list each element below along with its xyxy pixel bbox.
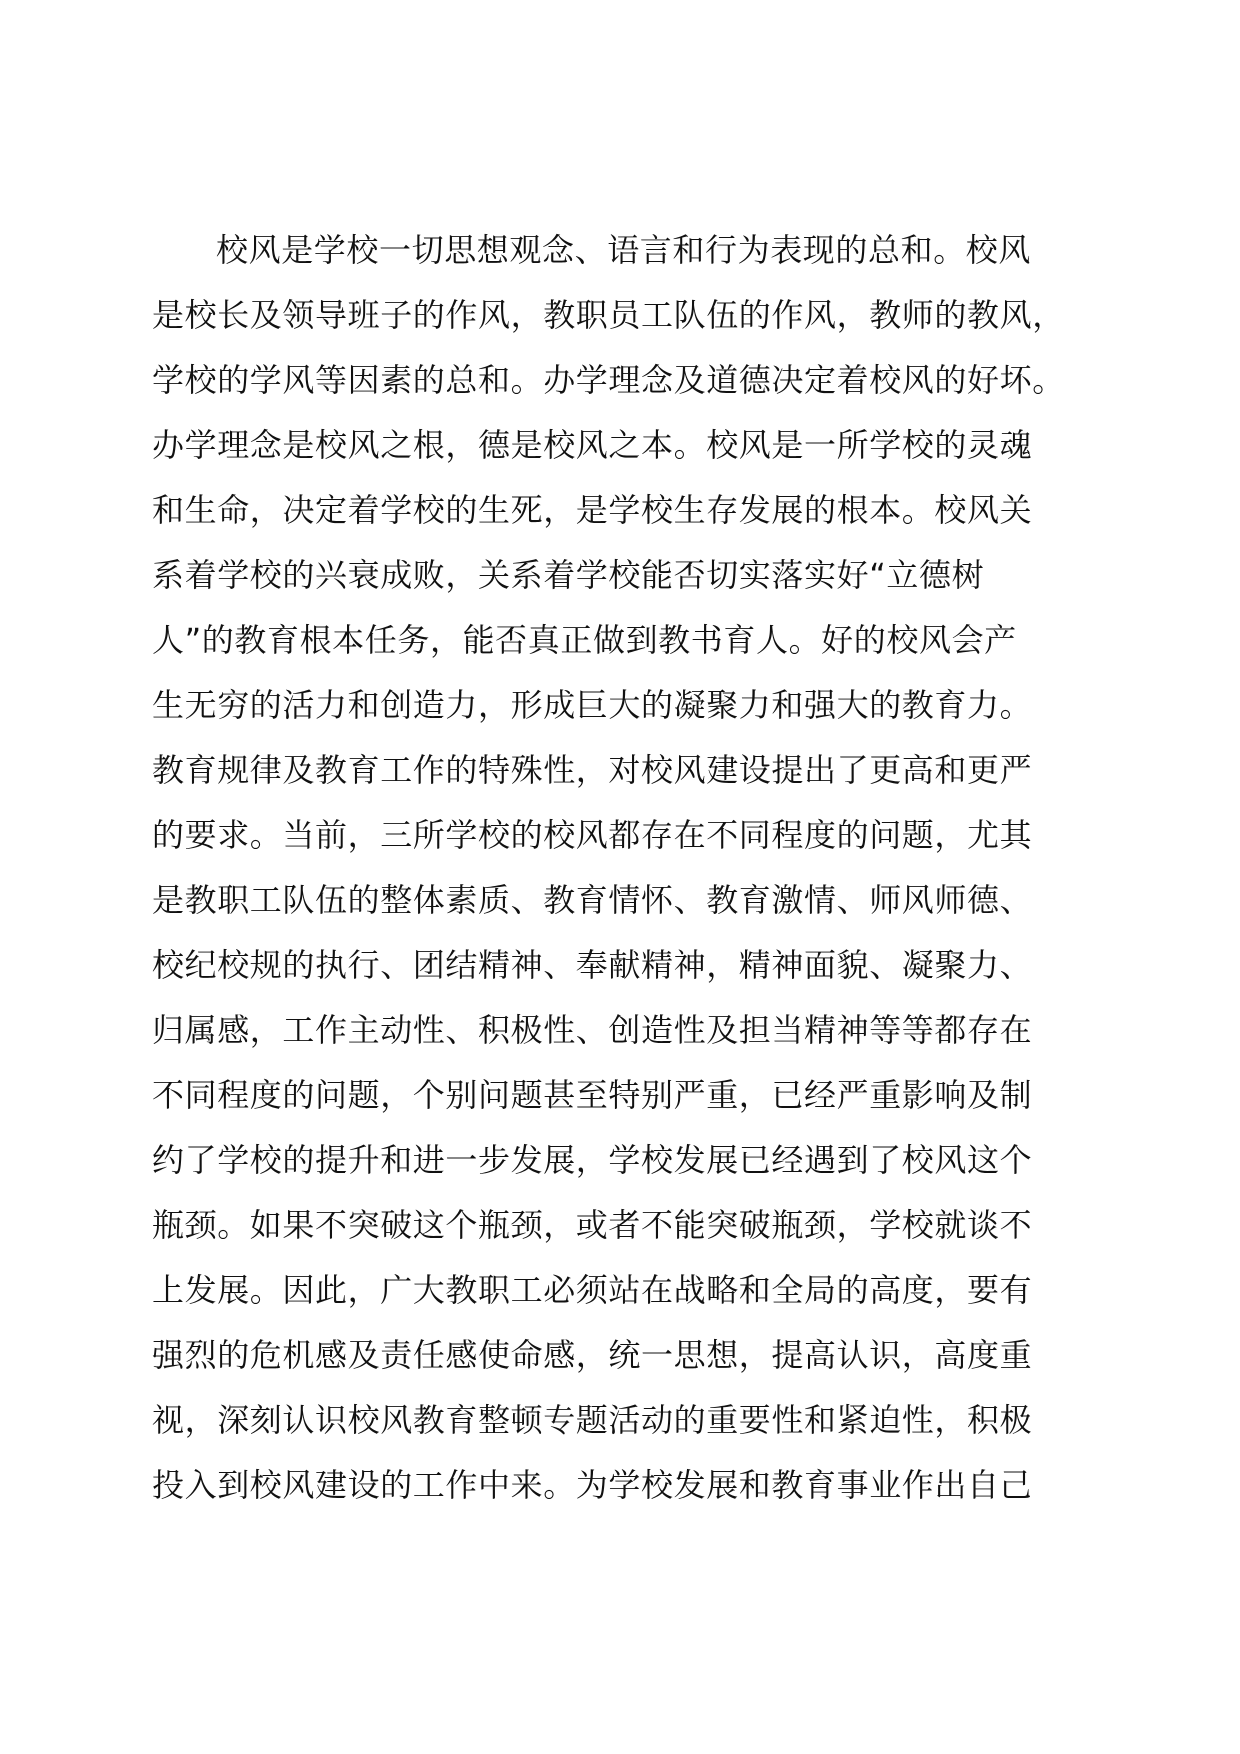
- paragraph-line: 不同程度的问题，个别问题甚至特别严重，已经严重影响及制: [152, 1076, 1033, 1114]
- paragraph-line: 是校长及领导班子的作风，教职员工队伍的作风，教师的教风，: [152, 296, 1065, 334]
- paragraph-line: 是教职工队伍的整体素质、教育情怀、教育激情、师风师德、: [152, 881, 1033, 919]
- paragraph-line: 人”的教育根本任务，能否真正做到教书育人。好的校风会产: [152, 621, 1017, 659]
- paragraph-line: 生无穷的活力和创造力，形成巨大的凝聚力和强大的教育力。: [152, 686, 1033, 724]
- paragraph-line: 投入到校风建设的工作中来。为学校发展和教育事业作出自己: [152, 1466, 1033, 1504]
- paragraph-line: 约了学校的提升和进一步发展，学校发展已经遇到了校风这个: [152, 1141, 1033, 1179]
- paragraph-line: 校纪校规的执行、团结精神、奉献精神，精神面貌、凝聚力、: [152, 946, 1033, 984]
- paragraph-line: 学校的学风等因素的总和。办学理念及道德决定着校风的好坏。: [152, 361, 1065, 399]
- paragraph-line: 归属感，工作主动性、积极性、创造性及担当精神等等都存在: [152, 1011, 1033, 1049]
- paragraph-line: 瓶颈。如果不突破这个瓶颈，或者不能突破瓶颈，学校就谈不: [152, 1206, 1033, 1244]
- paragraph-line: 校风是学校一切思想观念、语言和行为表现的总和。校风: [216, 231, 1032, 269]
- paragraph-line: 教育规律及教育工作的特殊性，对校风建设提出了更高和更严: [152, 751, 1033, 789]
- paragraph-line: 强烈的危机感及责任感使命感，统一思想，提高认识，高度重: [152, 1336, 1033, 1374]
- paragraph-line: 视，深刻认识校风教育整顿专题活动的重要性和紧迫性，积极: [152, 1401, 1033, 1439]
- body-paragraph: [152, 218, 1112, 1518]
- paragraph-line: 和生命，决定着学校的生死，是学校生存发展的根本。校风关: [152, 491, 1033, 529]
- paragraph-line: 的要求。当前，三所学校的校风都存在不同程度的问题，尤其: [152, 816, 1033, 854]
- paragraph-line: 上发展。因此，广大教职工必须站在战略和全局的高度，要有: [152, 1271, 1033, 1309]
- paragraph-line: 系着学校的兴衰成败，关系着学校能否切实落实好“立德树: [152, 556, 985, 594]
- paragraph-line: 办学理念是校风之根，德是校风之本。校风是一所学校的灵魂: [152, 426, 1033, 464]
